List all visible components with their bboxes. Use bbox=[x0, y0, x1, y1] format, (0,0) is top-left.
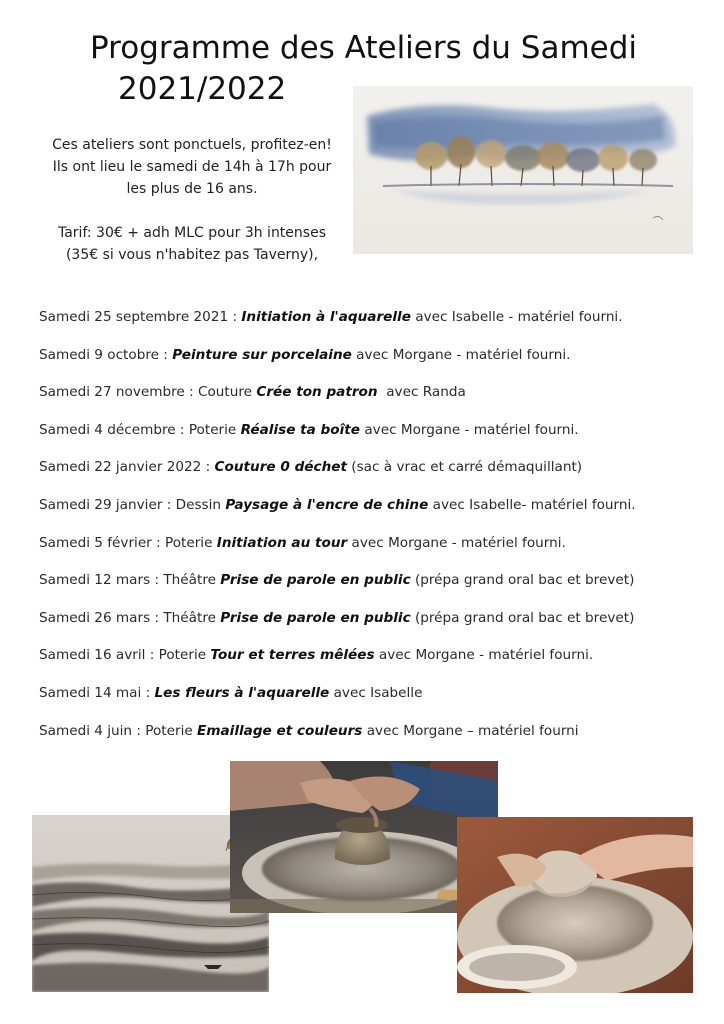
atelier-title: Crée ton patron bbox=[256, 384, 378, 401]
session-item: Samedi 9 octobre : Peinture sur porcelaine avec Morgane - matériel fourni. bbox=[39, 346, 571, 363]
atelier-title: Tour et terres mêlées bbox=[210, 647, 375, 664]
atelier-title: Paysage à l'encre de chine bbox=[225, 496, 429, 513]
tarif-line: Tarif: 30€ + adh MLC pour 3h intenses bbox=[57, 225, 326, 241]
atelier-title: Emaillage et couleurs bbox=[197, 722, 363, 739]
page-title: Programme des Ateliers du Samedi bbox=[90, 30, 638, 66]
session-item: Samedi 4 décembre : Poterie Réalise ta boîte avec Morgane - matériel fourni. bbox=[39, 421, 579, 438]
atelier-title: Initiation à l'aquarelle bbox=[241, 309, 411, 325]
atelier-title: Couture 0 déchet bbox=[214, 459, 347, 476]
clay-shaping-image bbox=[457, 817, 693, 993]
atelier-title: Réalise ta boîte bbox=[240, 421, 361, 438]
session-item: Samedi 22 janvier 2022 : Couture 0 déchet (sac à vrac et carré démaquillant) bbox=[39, 459, 583, 476]
intro-line: Ces ateliers sont ponctuels, profitez-en! bbox=[52, 137, 332, 153]
page-year: 2021/2022 bbox=[118, 71, 287, 107]
session-item: Samedi 16 avril : Poterie Tour et terres mêlées avec Morgane - matériel fourni. bbox=[39, 647, 594, 664]
intro-line: les plus de 16 ans. bbox=[126, 181, 258, 197]
watercolor-trees-image bbox=[353, 86, 693, 254]
session-item: Samedi 27 novembre : Couture Crée ton patron avec Randa bbox=[39, 384, 466, 401]
atelier-title: Peinture sur porcelaine bbox=[172, 346, 352, 363]
atelier-title: Initiation au tour bbox=[216, 534, 348, 551]
session-item: Samedi 26 mars : Théâtre Prise de parole en public (prépa grand oral bac et brevet) bbox=[39, 609, 635, 626]
session-item: Samedi 29 janvier : Dessin Paysage à l'encre de chine avec Isabelle- matériel fourni. bbox=[39, 496, 636, 513]
session-list bbox=[39, 307, 719, 758]
session-item: Samedi 5 février : Poterie Initiation au tour avec Morgane - matériel fourni. bbox=[39, 534, 566, 551]
session-item: Samedi 4 juin : Poterie Emaillage et couleurs avec Morgane – matériel fourni bbox=[39, 722, 579, 739]
intro-text bbox=[34, 134, 350, 266]
atelier-title: Prise de parole en public bbox=[220, 572, 411, 589]
session-item: Samedi 12 mars : Théâtre Prise de parole en public (prépa grand oral bac et brevet) bbox=[39, 572, 635, 589]
atelier-title: Prise de parole en public bbox=[220, 609, 411, 626]
tarif-line: (35€ si vous n'habitez pas Taverny), bbox=[65, 247, 319, 263]
session-item: Samedi 14 mai : Les fleurs à l'aquarelle avec Isabelle bbox=[39, 684, 423, 701]
session-item: Samedi 25 septembre 2021 : Initiation à l'aquarelle avec Isabelle - matériel fourni. bbox=[39, 309, 623, 325]
intro-line: Ils ont lieu le samedi de 14h à 17h pour bbox=[52, 159, 332, 175]
atelier-title: Les fleurs à l'aquarelle bbox=[154, 684, 330, 701]
